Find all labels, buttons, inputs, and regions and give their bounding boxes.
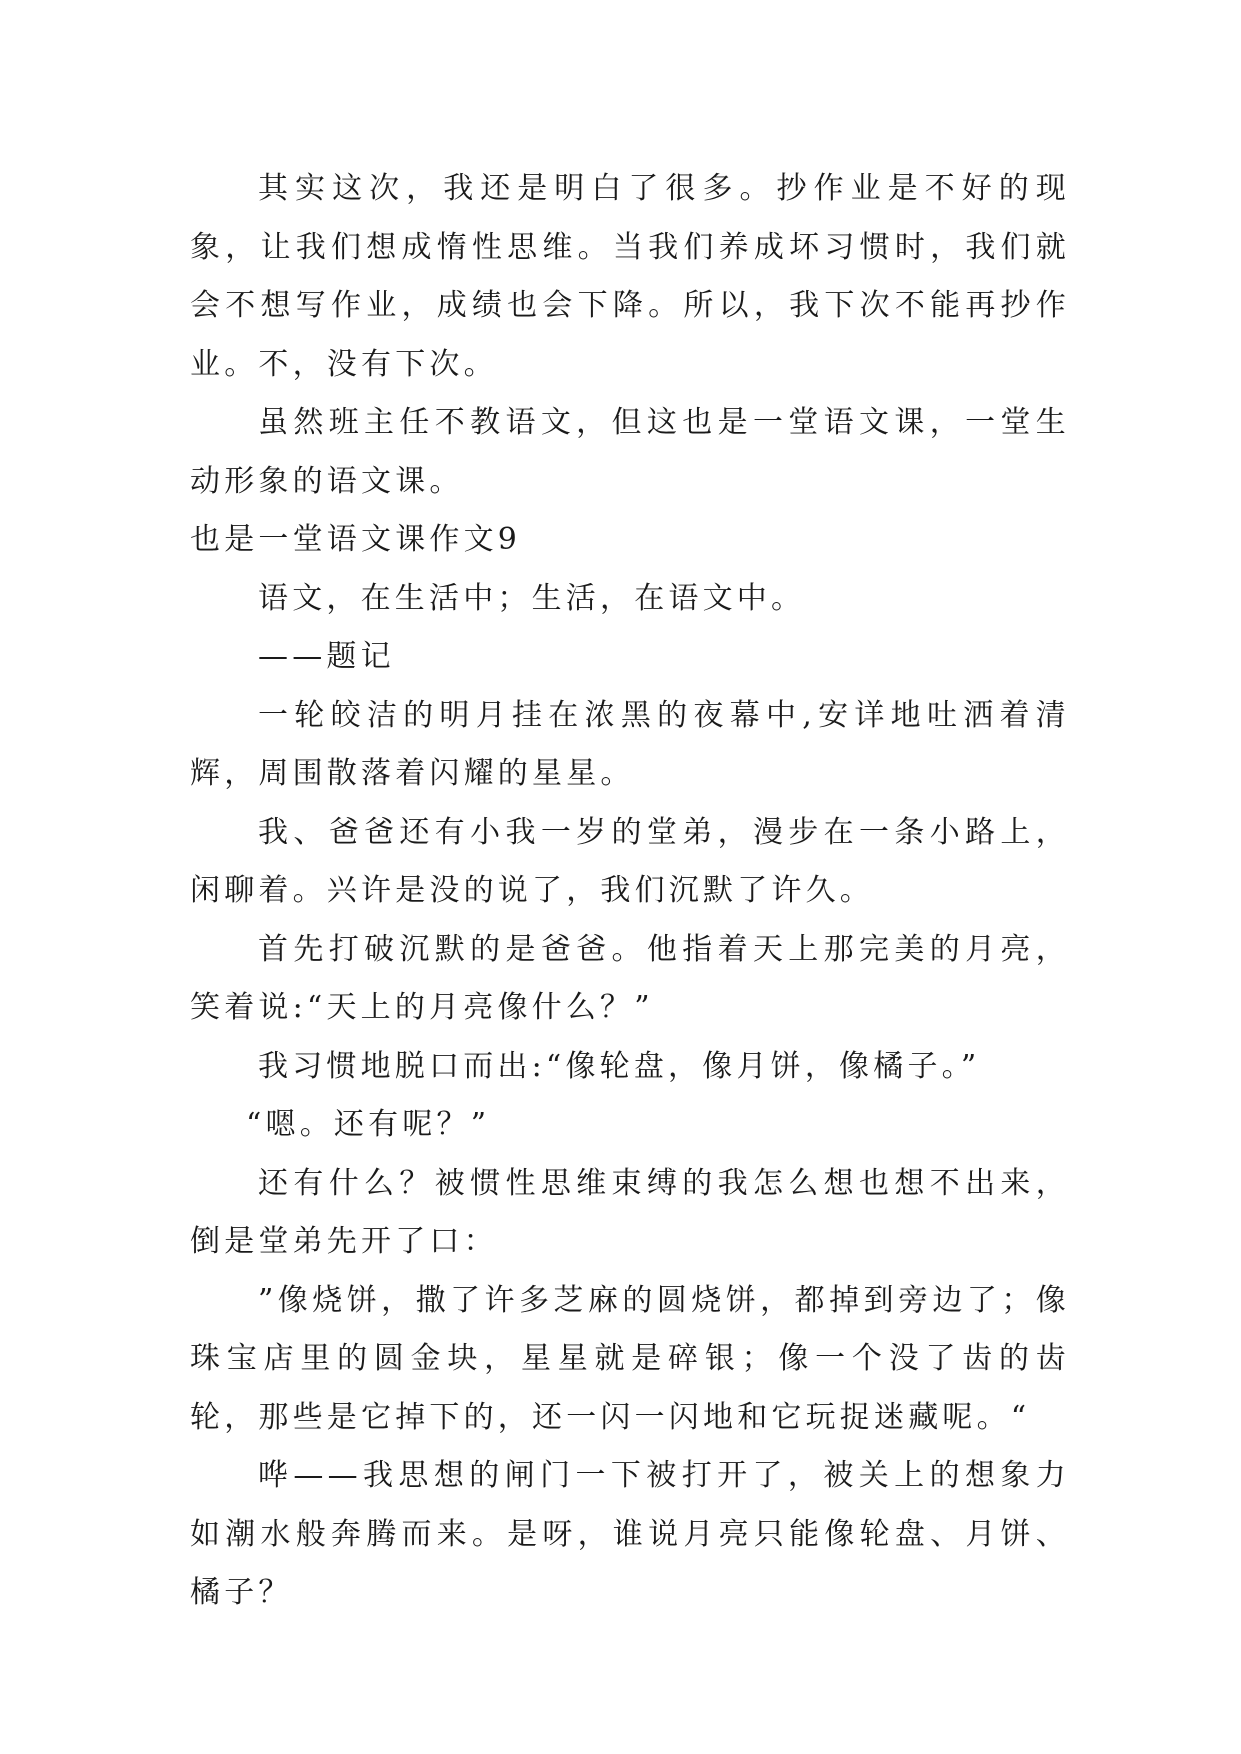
- paragraph: 哗——我思想的闸门一下被打开了，被关上的想象力如潮水般奔腾而来。是呀，谁说月亮只能像轮盘、月饼、橘子？: [190, 1458, 1070, 1610]
- epigraph-attribution: ——题记: [258, 639, 395, 674]
- paragraph: 语文，在生活中；生活，在语文中。: [258, 580, 806, 616]
- paragraph: 我、爸爸还有小我一岁的堂弟，漫步在一条小路上，闲聊着。兴许是没的说了，我们沉默了许久。: [190, 814, 1070, 908]
- paragraph: 一轮皎洁的明月挂在浓黑的夜幕中,安详地吐洒着清辉，周围散落着闪耀的星星。: [190, 697, 1070, 791]
- paragraph: 首先打破沉默的是爸爸。他指着天上那完美的月亮，笑着说:“天上的月亮像什么？”: [190, 931, 1070, 1025]
- paragraph: ”像烧饼，撒了许多芝麻的圆烧饼，都掉到旁边了；像珠宝店里的圆金块，星星就是碎银；像一个没了齿的齿轮，那些是它掉下的，还一闪一闪地和它玩捉迷藏呢。“: [190, 1282, 1070, 1435]
- paragraph: 虽然班主任不教语文，但这也是一堂语文课，一堂生动形象的语文课。: [190, 405, 1070, 499]
- paragraph: 其实这次，我还是明白了很多。抄作业是不好的现象，让我们想成惰性思维。当我们养成坏习惯时，我们就会不想写作业，成绩也会下降。所以，我下次不能再抄作业。不，没有下次。: [190, 171, 1070, 382]
- document-body: [190, 160, 1070, 1623]
- section-heading: 也是一堂语文课作文9: [190, 522, 522, 557]
- paragraph: 我习惯地脱口而出:“像轮盘，像月饼，像橘子。”: [258, 1048, 981, 1084]
- paragraph: 还有什么？被惯性思维束缚的我怎么想也想不出来，倒是堂弟先开了口：: [190, 1165, 1070, 1259]
- paragraph: “嗯。还有呢？”: [246, 1107, 491, 1142]
